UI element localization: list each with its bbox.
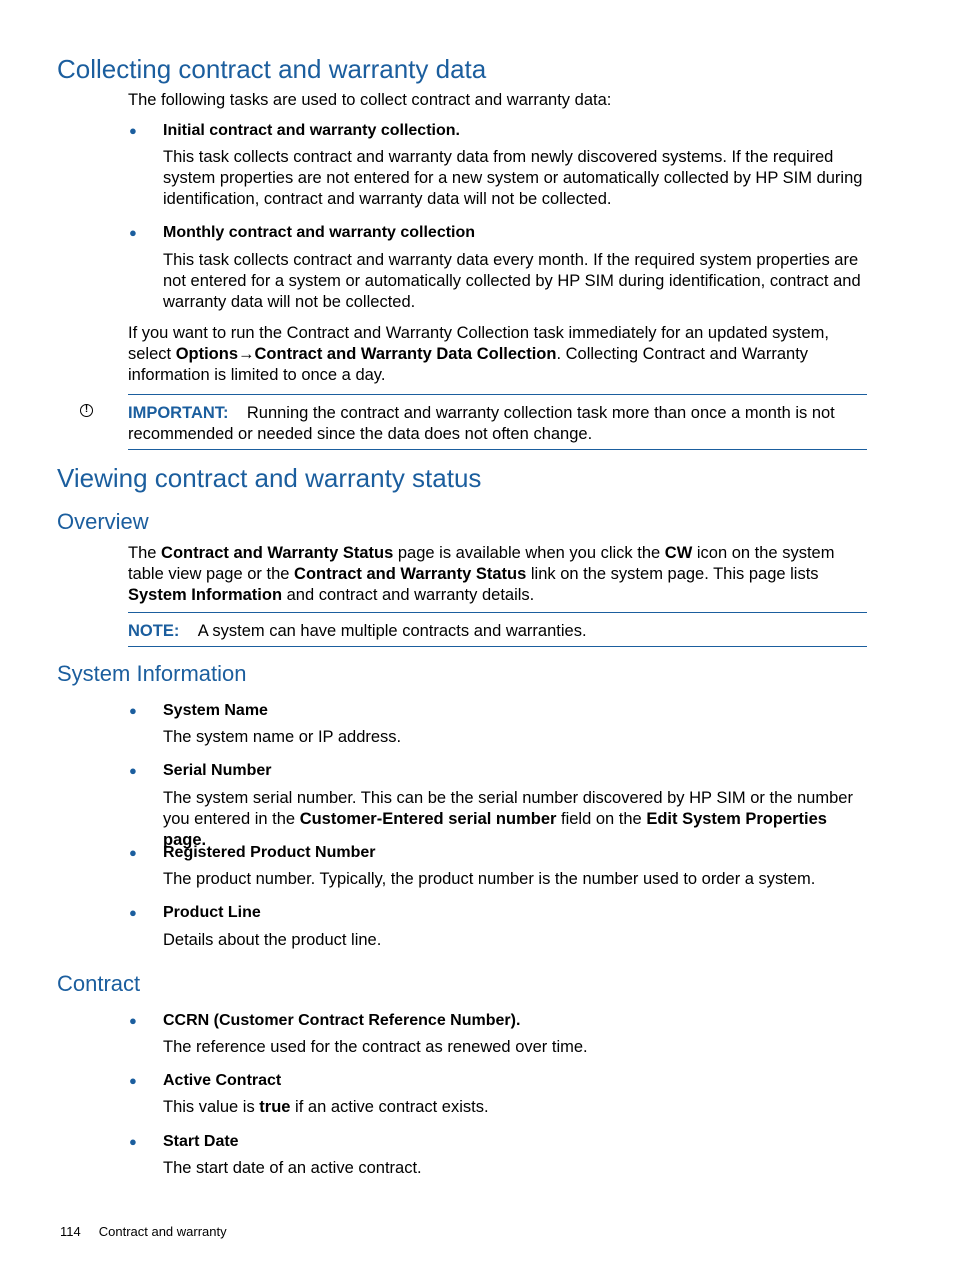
- subsection-title-contract: Contract: [57, 971, 141, 996]
- bold-text: Customer-Entered serial number: [299, 810, 557, 828]
- subsection-title-system-information: System Information: [57, 661, 247, 686]
- text: The: [128, 544, 162, 562]
- text: field on the: [556, 810, 647, 828]
- run-task-paragraph: [128, 323, 868, 386]
- bullet-title: Serial Number: [163, 762, 272, 779]
- bullet-icon: ●: [129, 905, 137, 920]
- bullet-icon: ●: [129, 225, 137, 240]
- bullet-body: The reference used for the contract as renewed over time.: [163, 1038, 588, 1056]
- menu-options: Options: [175, 345, 239, 363]
- text: icon on the system table view page or the: [128, 544, 835, 583]
- callout-bottom-rule: [128, 449, 867, 450]
- bullet-icon: ●: [129, 123, 137, 138]
- bullet-title: Active Contract: [163, 1072, 282, 1089]
- text: If you want to run the Contract and Warranty Collection task immediately for an updated system, select: [128, 324, 829, 363]
- bullet-title: Monthly contract and warranty collection: [163, 224, 476, 241]
- bullet-title: System Name: [163, 702, 268, 719]
- bullet-icon: ●: [129, 1013, 137, 1028]
- bullet-body: [163, 1097, 868, 1118]
- important-text: Running the contract and warranty collection task more than once a month is not recommended or needed since the data does not often change.: [128, 404, 835, 443]
- overview-paragraph: [128, 543, 868, 606]
- text: and contract and warranty details.: [282, 586, 535, 604]
- bullet-title: Start Date: [163, 1133, 239, 1150]
- page-number: 114: [60, 1224, 81, 1239]
- bold-text: Contract and Warranty Status: [161, 544, 394, 562]
- text: page is available when you click the: [393, 544, 665, 562]
- bullet-icon: ●: [129, 845, 137, 860]
- bullet-title: CCRN (Customer Contract Reference Number).: [163, 1012, 521, 1029]
- important-label: IMPORTANT:: [128, 404, 229, 422]
- note-label: NOTE:: [128, 622, 180, 640]
- note-top-rule: [128, 612, 867, 613]
- section-title-viewing: Viewing contract and warranty status: [57, 463, 482, 493]
- bullet-body: This task collects contract and warranty data from newly discovered systems. If the required system properties are not entered for a new system or automatically collected by HP SIM during identification, contract and warranty data will not be collected.: [163, 148, 863, 208]
- bullet-icon: ●: [129, 763, 137, 778]
- note-callout: [128, 621, 868, 642]
- text: . Collecting Contract and Warranty information is limited to once a day.: [128, 345, 809, 384]
- text: if an active contract exists.: [290, 1098, 489, 1116]
- bold-text: true: [259, 1098, 291, 1116]
- bullet-body: Details about the product line.: [163, 931, 382, 949]
- text: link on the system page. This page lists: [526, 565, 819, 583]
- note-text: A system can have multiple contracts and warranties.: [197, 622, 587, 640]
- important-icon: !: [80, 404, 93, 417]
- important-callout: [128, 403, 868, 445]
- subsection-title-overview: Overview: [57, 509, 149, 534]
- page-footer: [60, 1223, 245, 1241]
- bullet-icon: ●: [129, 1073, 137, 1088]
- text: The system serial number. This can be the serial number discovered by HP SIM or the number you entered in the: [163, 789, 853, 828]
- callout-top-rule: [128, 394, 867, 395]
- note-bottom-rule: [128, 646, 867, 647]
- bold-text: Edit System Properties page.: [163, 810, 827, 849]
- bold-text: CW: [664, 544, 693, 562]
- chapter-title: Contract and warranty: [98, 1224, 227, 1239]
- bullet-title: Product Line: [163, 904, 261, 921]
- bullet-title: Registered Product Number: [163, 844, 376, 861]
- bullet-body: The product number. Typically, the product number is the number used to order a system.: [163, 870, 816, 888]
- bullet-body: The system name or IP address.: [163, 728, 402, 746]
- menu-data-collection: Contract and Warranty Data Collection: [254, 345, 557, 363]
- bullet-body: This task collects contract and warranty data every month. If the required system properties are not entered for a system or automatically collected by HP SIM during identification, contract and warranty data will not be collected.: [163, 251, 861, 311]
- intro-paragraph: The following tasks are used to collect contract and warranty data:: [128, 91, 612, 109]
- bullet-title: Initial contract and warranty collection.: [163, 122, 460, 139]
- bullet-icon: ●: [129, 1134, 137, 1149]
- section-title-collecting: Collecting contract and warranty data: [57, 54, 487, 84]
- bullet-body: The start date of an active contract.: [163, 1159, 422, 1177]
- arrow-icon: →: [238, 345, 255, 363]
- text: This value is: [163, 1098, 260, 1116]
- bullet-icon: ●: [129, 703, 137, 718]
- bold-text: System Information: [128, 586, 283, 604]
- bold-text: Contract and Warranty Status: [294, 565, 527, 583]
